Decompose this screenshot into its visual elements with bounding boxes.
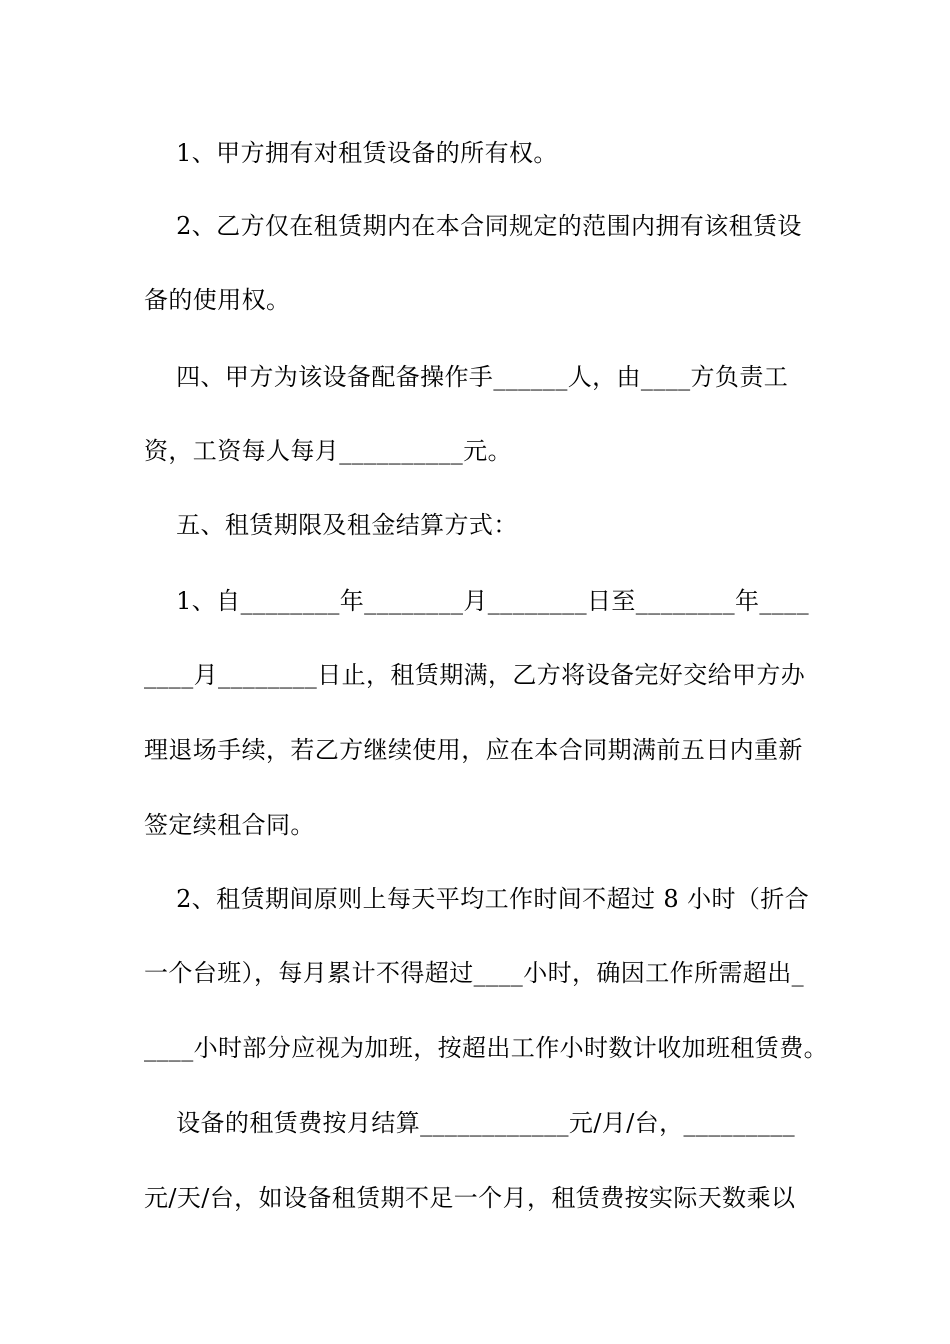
paragraph-line: 签定续租合同。 xyxy=(144,811,315,839)
paragraph-line: ____小时部分应视为加班，按超出工作小时数计收加班租赁费。 xyxy=(144,1034,828,1062)
paragraph-line: 元/天/台，如设备租赁期不足一个月，租赁费按实际天数乘以 xyxy=(144,1184,796,1212)
paragraph-line: 一个台班），每月累计不得超过____小时，确因工作所需超出_ xyxy=(144,959,804,987)
paragraph-line: 资，工资每人每月__________元。 xyxy=(144,437,512,465)
paragraph-line: 四、甲方为该设备配备操作手______人，由____方负责工 xyxy=(144,363,789,391)
paragraph-line: 2、乙方仅在租赁期内在本合同规定的范围内拥有该租赁设 xyxy=(144,212,802,240)
paragraph-line: 2、租赁期间原则上每天平均工作时间不超过 8 小时（折合 xyxy=(144,885,810,913)
paragraph-line: 备的使用权。 xyxy=(144,286,291,314)
paragraph-line: 1、甲方拥有对租赁设备的所有权。 xyxy=(144,139,558,167)
paragraph-line: 理退场手续，若乙方继续使用，应在本合同期满前五日内重新 xyxy=(144,736,803,764)
paragraph-line: ____月________日止，租赁期满，乙方将设备完好交给甲方办 xyxy=(144,661,806,689)
paragraph-line: 1、自________年________月________日至________年____ xyxy=(144,587,809,615)
paragraph-line: 设备的租赁费按月结算____________元/月/台，_________ xyxy=(144,1109,796,1137)
paragraph-line: 五、租赁期限及租金结算方式： xyxy=(144,511,518,539)
